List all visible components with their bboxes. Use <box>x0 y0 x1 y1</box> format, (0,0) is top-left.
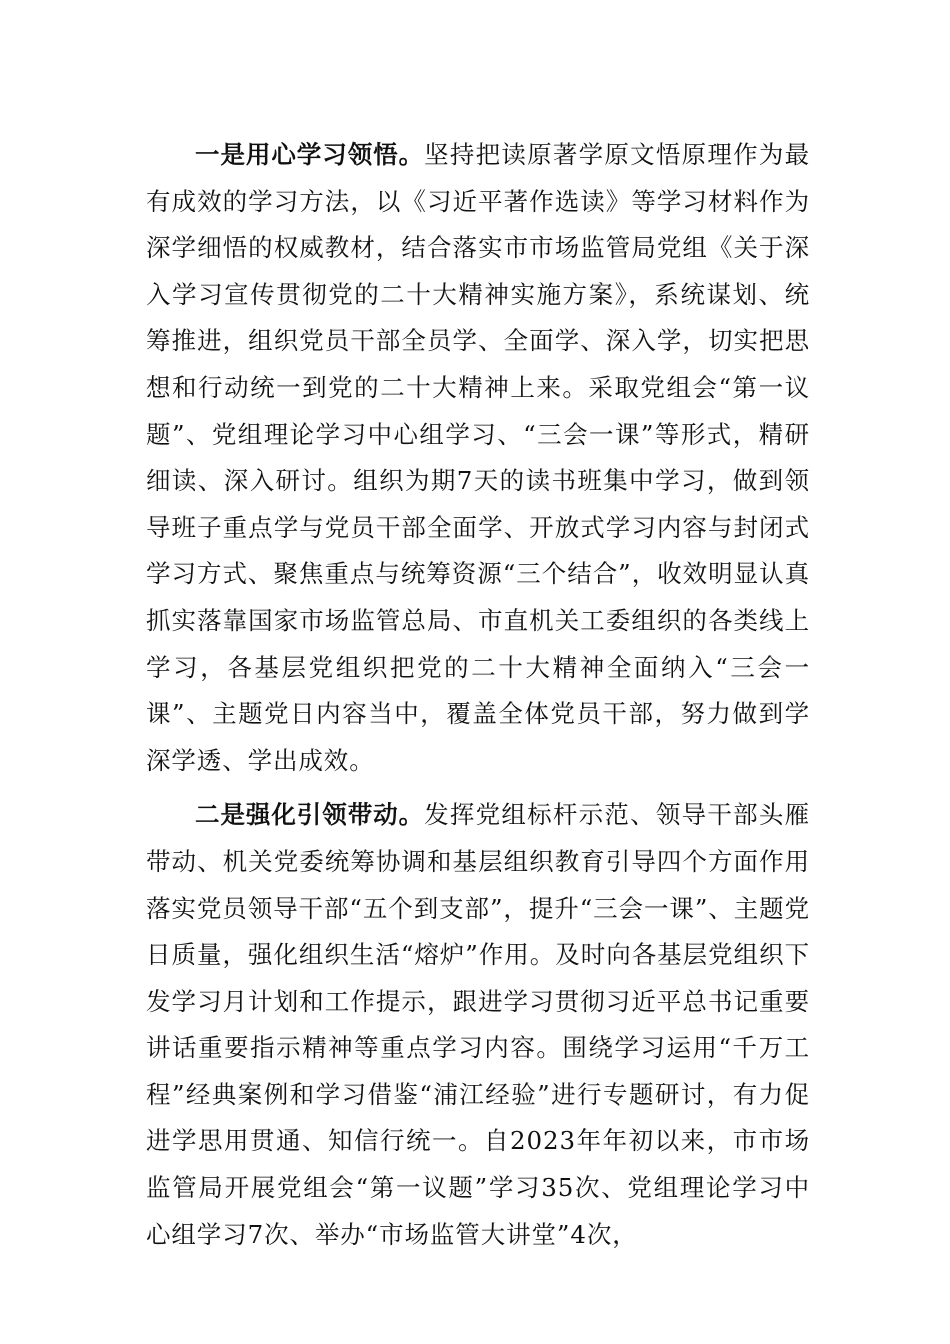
paragraph-2-text: 发挥党组标杆示范、领导干部头雁带动、机关党委统筹协调和基层组织教育引导四个方面作用落实党员领导干部“五个到支部”，提升“三会一课”、主题党日质量，强化组织生活“熔炉”作用。及时向各基层党组织下发学习月计划和工作提示，跟进学习贯彻习近平总书记重要讲话重要指示精神等重点学习内容。围绕学习运用“千万工程”经典案例和学习借鉴“浦江经验”进行专题研讨，有力促进学思用贯通、知信行统一。自2023年年初以来，市市场监管局开展党组会“第一议题”学习35次、党组理论学习中心组学习7次、举办“市场监管大讲堂”4次， <box>146 800 811 1249</box>
paragraph-2-lead: 二是强化引领带动。 <box>195 800 425 830</box>
paragraph-1-lead: 一是用心学习领悟。 <box>195 140 425 169</box>
paragraph-1 <box>146 132 810 784</box>
paragraph-2 <box>146 792 810 1258</box>
document-body <box>146 132 810 1266</box>
paragraph-1-text: 坚持把读原著学原文悟原理作为最有成效的学习方法，以《习近平著作选读》等学习材料作为深学细悟的权威教材，结合落实市市场监管局党组《关于深入学习宣传贯彻党的二十大精神实施方案》，系统谋划、统筹推进，组织党员干部全员学、全面学、深入学，切实把思想和行动统一到党的二十大精神上来。采取党组会“第一议题”、党组理论学习中心组学习、“三会一课”等形式，精研细读、深入研讨。组织为期7天的读书班集中学习，做到领导班子重点学与党员干部全面学、开放式学习内容与封闭式学习方式、聚焦重点与统筹资源“三个结合”，收效明显认真抓实落靠国家市场监管总局、市直机关工委组织的各类线上学习，各基层党组织把党的二十大精神全面纳入“三会一课”、主题党日内容当中，覆盖全体党员干部，努力做到学深学透、学出成效。 <box>146 140 811 775</box>
